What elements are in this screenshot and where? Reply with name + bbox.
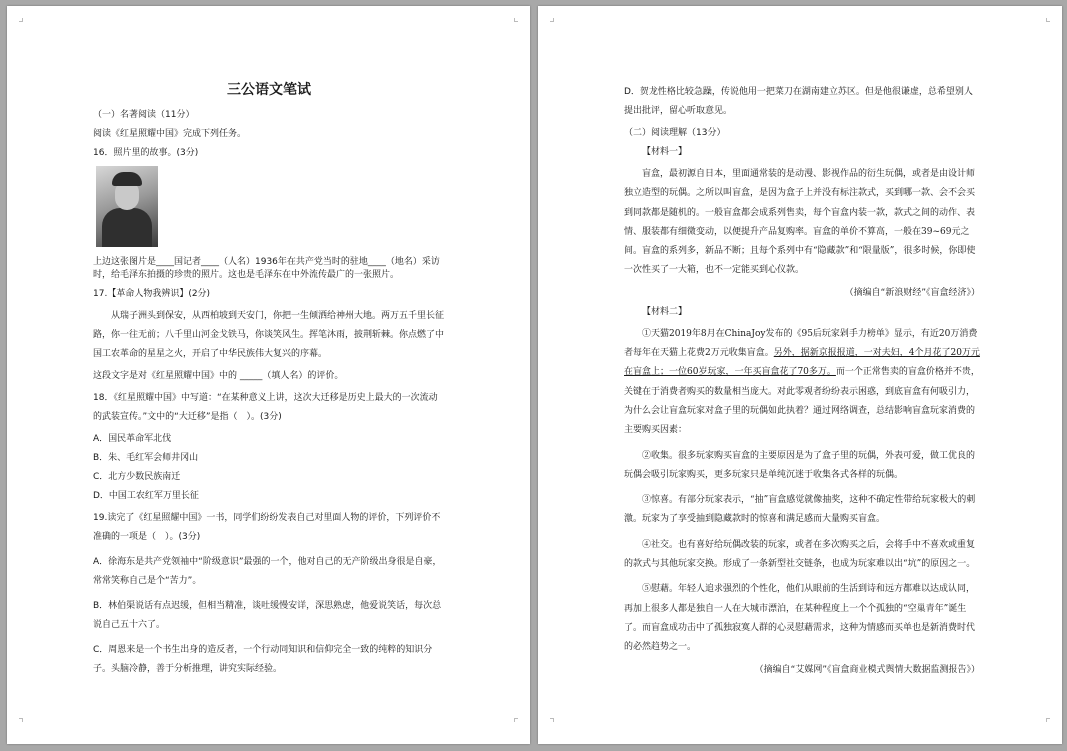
page-content [624, 83, 980, 683]
material-1-label: 【材料一】 [642, 147, 688, 157]
question-16-line: 上边这张图片是____国记者____（人名）1936年在共产党当时的驻地____（地名）采访 [93, 257, 440, 267]
option-c: C．北方少数民族南迁 [93, 472, 181, 482]
instruction-text: 阅读《红星照耀中国》完成下列任务。 [93, 129, 247, 139]
portrait-photo [96, 166, 158, 247]
section-heading: （二）阅读理解（13分） [624, 128, 726, 138]
option-b: B．林伯渠说话有点迟缓，但相当精准，谈吐缓慢安详，深思熟虑，他爱说笑话，每次总说自己五十六了。 [93, 601, 442, 630]
option-d: D．中国工农红军万里长征 [93, 491, 199, 501]
crop-mark [1046, 718, 1050, 722]
page-title: 三公语文笔试 [227, 82, 311, 98]
material-2-label: 【材料二】 [642, 306, 688, 317]
crop-mark [19, 718, 23, 722]
question-18-title: 18．《红星照耀中国》中写道：“在某种意义上讲，这次大迁移是历史上最大的一次流动的武装宣传。”文中的“大迁移”是指（ ）。(3分) [93, 393, 438, 422]
underlined-text: 另外，据新京报报道，一对夫妇，4个月花了20万元在盲盒上；一位60岁玩家，一年买盲盒花了70多万。 [624, 348, 980, 378]
material-1-source: （摘编自“新浪财经”《盲盒经济》） [844, 287, 980, 298]
crop-mark [514, 18, 518, 22]
material-2-source: （摘编自“艾媒网”《盲盒商业模式舆情大数据监测报告》） [754, 664, 980, 675]
material-2-paragraph: ⑤慰藉。年轻人追求强烈的个性化，他们从眼前的生活到诗和远方都难以达成认同，再加上很多人都是独自一人在大城市漂泊，在某种程度上一个个孤独的“空巢青年”诞生了。而盲盒成功击中了孤独寂寞人群的心灵慰藉需求，这种为情感而买单也是新消费时代的必然趋势之一。 [624, 584, 976, 653]
material-2-paragraph: ②收集。很多玩家购买盲盒的主要原因是为了盒子里的玩偶，外表可爱，做工优良的玩偶会吸引玩家购买，更多玩家只是单纯沉迷于收集各式各样的玩偶。 [624, 450, 976, 480]
option-c: C．周恩来是一个书生出身的造反者，一个行动同知识和信仰完全一致的纯粹的知识分子。头脑冷静，善于分析推理，讲究实际经验。 [93, 645, 433, 674]
page-content [93, 80, 445, 685]
question-17-title: 17.【革命人物我辨识】(2分) [93, 289, 211, 299]
paragraph-text: ①天猫2019年8月在ChinaJoy发布的《95后玩家剁手力榜单》显示，有近20万消费者每年在天猫上花费2万元收集盲盒。 [624, 328, 978, 359]
question-17-prompt: 这段文字是对《红星照耀中国》中的 _____（填人名）的评价。 [93, 371, 344, 381]
crop-mark [550, 18, 554, 22]
crop-mark [550, 718, 554, 722]
crop-mark [1046, 18, 1050, 22]
option-a: A．国民革命军北伐 [93, 434, 172, 444]
material-1-text: 盲盒，最初源自日本，里面通常装的是动漫、影视作品的衍生玩偶，或者是由设计师独立造型的玩偶。之所以叫盲盒，是因为盒子上并没有标注款式，买到哪一款、会不会买到同款都是随机的。一般盲盒都会成系列售卖，每个盲盒内装一款，款式之间的动作、表情、服装都有细微变动，以便提升产品复购率。盲盒的单价不算高，一般在39~69元之间。盲盒的系列多，新品不断；且每个系列中有“隐藏款”和“限量版”，很多时候，你即使一次性买了一大箱，也不一定能买到心仪款。 [624, 169, 976, 276]
crop-mark [514, 718, 518, 722]
material-2-paragraph [624, 325, 980, 441]
crop-mark [19, 18, 23, 22]
material-2-paragraph: ③惊喜。有部分玩家表示，“抽”盲盒感觉就像抽奖，这种不确定性带给玩家极大的刺激。玩家为了享受抽到隐藏款时的惊喜和满足感而大量购买盲盒。 [624, 495, 976, 525]
question-16-line: 时，给毛泽东拍摄的珍贵的照片。这也是毛泽东在中外流传最广的一张照片。 [93, 270, 400, 280]
question-16-title: 16．照片里的故事。(3分) [93, 148, 199, 158]
material-2-paragraph: ④社交。也有喜好给玩偶改装的玩家，或者在多次购买之后，会将手中不喜欢或重复的款式与其他玩家交换。形成了一条新型社交链条，也成为玩家难以出“坑”的原因之一。 [624, 539, 976, 570]
document-page-right [538, 6, 1062, 744]
option-a: A．徐海东是共产党领袖中“阶级意识”最强的一个，他对自己的无产阶级出身很是自豪，常常笑称自己是个“苦力”。 [93, 557, 442, 586]
paragraph-text: 而一个正常售卖的盲盒价格并不贵，关键在于消费者购买的数量相当庞大。对此零观者纷纷表示困惑，到底盲盒有何吸引力，为什么会让盲盒玩家对盒子里的玩偶如此执着？通过网络调查，总结影响盲盒玩家消费的主要购买因素： [624, 367, 980, 436]
document-page-left [7, 6, 530, 744]
option-d-continued: D．贺龙性格比较急躁，传说他用一把菜刀在湖南建立苏区。但是他很谦虚，总希望别人提出批评，留心听取意见。 [624, 87, 973, 116]
option-b: B．朱、毛红军会师井冈山 [93, 453, 199, 463]
question-17-quote: 从瑞子洲头到保安，从西柏坡到天安门，你把一生倾洒给神州大地。两万五千里长征路，你一往无前；八千里山河金戈铁马，你谈笑风生。挥笔沐雨，披荆斩棘。你点燃了中国工农革命的星星之火，开启了中华民族伟大复兴的序幕。 [93, 311, 445, 359]
question-19-title: 19.读完了《红星照耀中国》一书，同学们纷纷发表自己对里面人物的评价，下列评价不准确的一项是（ ）。(3分) [93, 513, 441, 542]
section-heading: （一）名著阅读（11分） [93, 110, 195, 120]
